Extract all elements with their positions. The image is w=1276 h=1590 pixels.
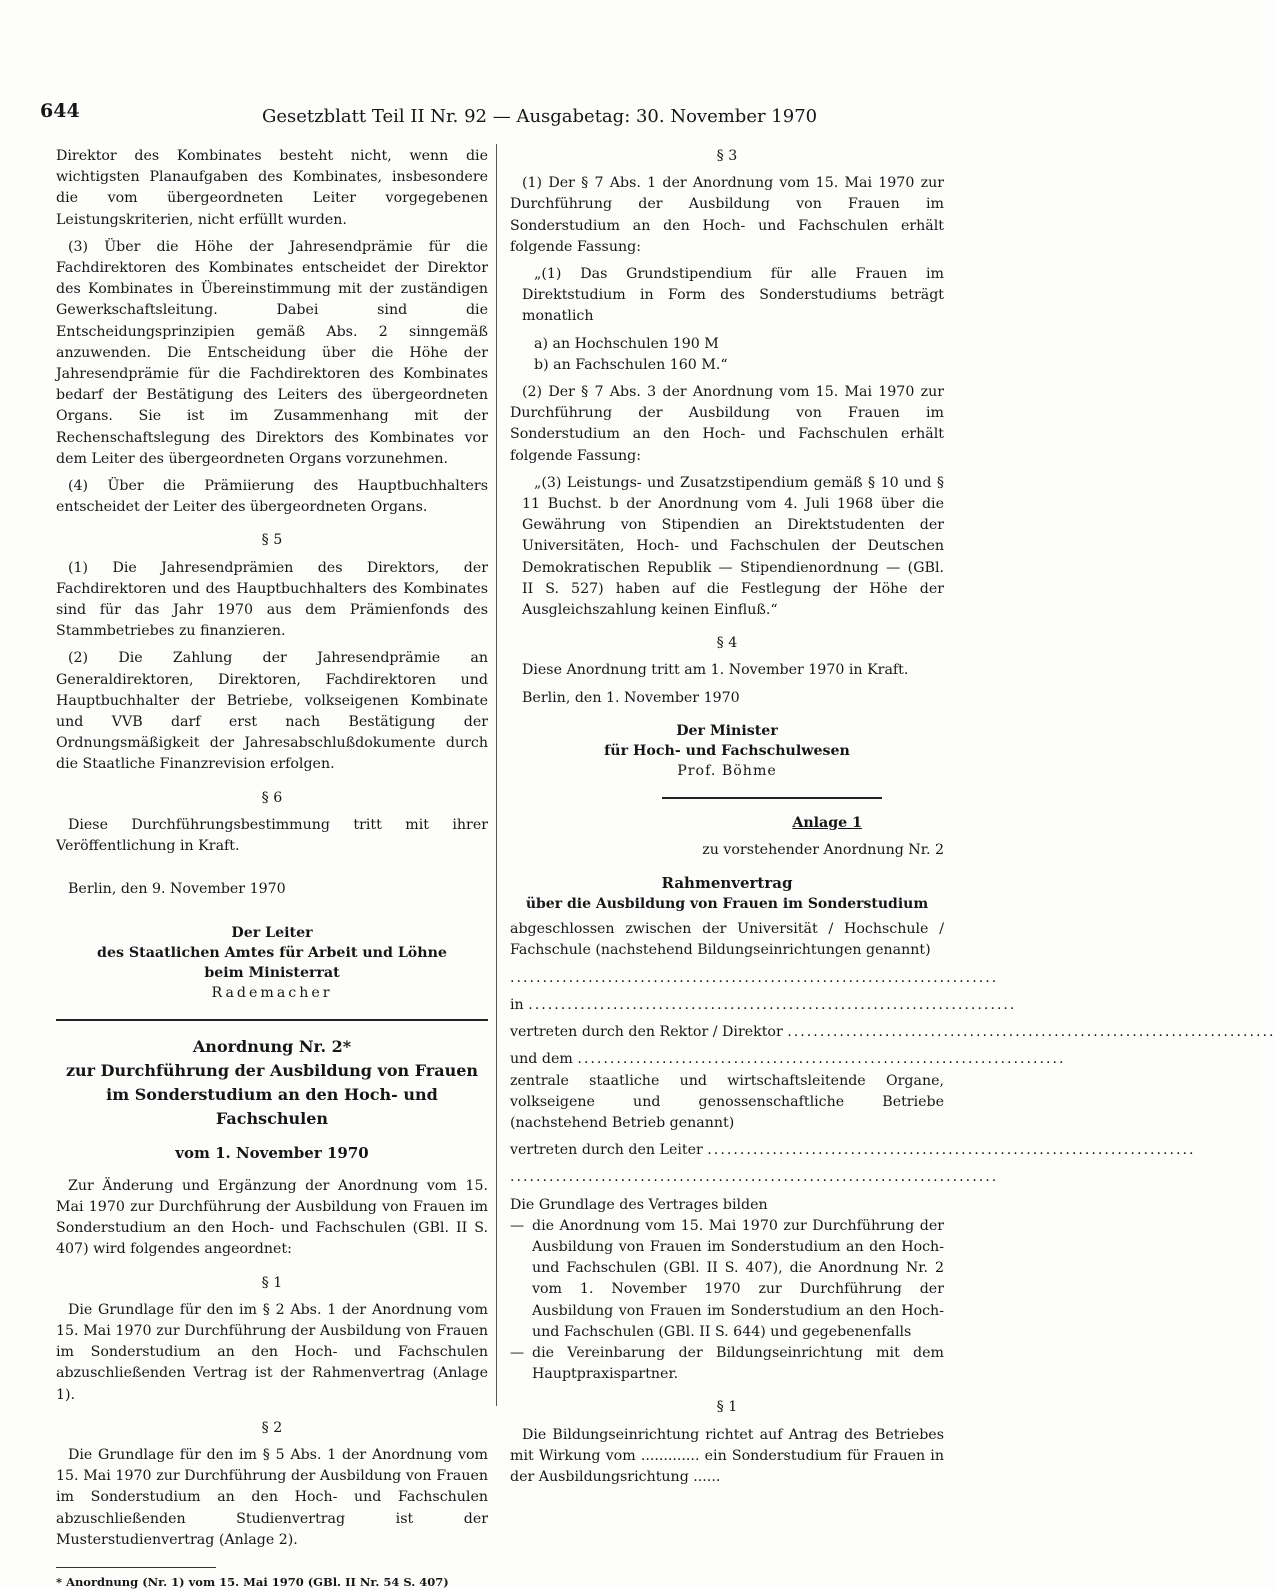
ordinance-date: vom 1. November 1970 — [175, 1143, 369, 1162]
place-date: Berlin, den 9. November 1970 — [68, 881, 286, 898]
annex-reference: zu vorstehender Anordnung Nr. 2 — [702, 842, 944, 859]
signature-right-name: Prof. Böhme — [677, 762, 777, 779]
quote-1-text: „(1) Das Grundstipendium für alle Frauen im Direktstudium in Form des Sonderstudiums beträgt monatlich — [522, 266, 944, 325]
label-vertreten-leiter: vertreten durch den Leiter — [510, 1142, 703, 1159]
contract-basis-intro: Die Grundlage des Vertrages bilden — [510, 1196, 768, 1213]
section-5-paragraph-2: (2) Die Zahlung der Jahresendprämie an Generaldirektoren, Direktoren, Fachdirektoren und Hauptbuchhalter der Betriebe, volkseigenen Kombinate und VVB darf erst nach Bestätigung der Ordnungsmäßigkeit der Jahresabschlußdokumente durch die Staatliche Finanzrevision erfolgen. — [56, 650, 488, 773]
framework-contract-title — [510, 873, 944, 915]
contract-section-heading-1: § 1 — [716, 1399, 738, 1416]
contract-basis-item-1: — die Anordnung vom 15. Mai 1970 zur Durchführung der Ausbildung von Frauen im Sonderstudium an den Hoch- und Fachschulen (GBl. II S. 407), die Anordnung Nr. 2 vom 1. November 1970 zur Durchführung der Ausbildung von Frauen im Sonderstudium an den Hoch- und Fachschulen (GBl. II S. 644) und gegebenenfalls — [510, 1216, 944, 1343]
paragraph-3: (3) Über die Höhe der Jahresendprämie für die Fachdirektoren des Kombinates entscheidet der Direktor des Kombinates in Übereinstimmung mit der zuständigen Gewerkschaftsleitung. Dabei sind die Entscheidungsprinzipien gemäß Abs. 2 sinngemäß anzuwenden. Die Entscheidung über die Höhe der Jahresendprämie für die Fachdirektoren des Kombinates bedarf der Bestätigung des Leiters des übergeordneten Organs. Sie ist im Zusammenhang mit der Rechenschaftslegung des Direktors des Kombinates vor dem Leiter des übergeordneten Organs vorzunehmen. — [56, 238, 488, 467]
annex-divider — [662, 797, 882, 799]
ordinance-title — [56, 1035, 488, 1131]
footnote: * Anordnung (Nr. 1) vom 15. Mai 1970 (GBl. II Nr. 54 S. 407) — [56, 1574, 449, 1589]
section-heading-5: § 5 — [261, 532, 283, 549]
section-3-quote-2 — [510, 473, 944, 621]
stipend-list — [522, 334, 944, 376]
section-6-paragraph: Diese Durchführungsbestimmung tritt mit ihrer Veröffentlichung in Kraft. — [56, 816, 488, 855]
page-running-title: Gesetzblatt Teil II Nr. 92 — Ausgabetag: 30. November 1970 — [262, 106, 818, 127]
section-3-paragraph-2: (2) Der § 7 Abs. 3 der Anordnung vom 15. Mai 1970 zur Durchführung der Ausbildung von Frauen im Sonderstudium an den Hoch- und Fachschulen erhält folgende Fassung: — [510, 384, 944, 464]
contract-section-1-paragraph: Die Bildungseinrichtung richtet auf Antrag des Betriebes mit Wirkung vom ............. ein Sonderstudium für Frauen in der Ausbildungsrichtung ...... — [510, 1426, 944, 1485]
annex-label: Anlage 1 — [792, 814, 862, 831]
blank-line-rector — [510, 1022, 1276, 1043]
section-heading-1: § 1 — [261, 1274, 283, 1291]
paragraph-continuation: Direktor des Kombinates besteht nicht, wenn die wichtigsten Planaufgaben des Kombinates, insbesondere die vom übergeordneten Leiter vorgegebenen Leistungskriterien, nicht erfüllt wurden. — [56, 148, 488, 228]
dot-leader: ........................................................................... — [528, 996, 1017, 1013]
ordinance-intro: Zur Änderung und Ergänzung der Anordnung vom 15. Mai 1970 zur Durchführung der Ausbildung von Frauen im Sonderstudium an den Hoch- und Fachschulen (GBl. II S. 407) wird folgendes angeordnet: — [56, 1177, 488, 1258]
blank-line-leiter — [510, 1140, 1196, 1161]
dot-leader: ........................................................................... — [510, 969, 999, 986]
place-date-right: Berlin, den 1. November 1970 — [522, 689, 740, 706]
right-column — [510, 146, 1276, 1488]
blank-line-institution — [510, 968, 999, 989]
stipend-item-b: b) an Fachschulen 160 M.“ — [534, 356, 728, 373]
blank-line-und-dem — [510, 1049, 1066, 1070]
ordinance-title-line-2: zur Durchführung der Ausbildung von Frauen — [65, 1060, 479, 1080]
page-number: 644 — [40, 100, 80, 122]
section-divider — [56, 1019, 488, 1021]
contract-title-line-1: Rahmenvertrag — [661, 874, 793, 893]
section-2-paragraph: Die Grundlage für den im § 5 Abs. 1 der Anordnung vom 15. Mai 1970 zur Durchführung der Ausbildung von Frauen im Sonderstudium an den Hoch- und Fachschulen abzuschließenden Studienvertrag ist der Musterstudienvertrag (Anlage 2). — [56, 1446, 488, 1548]
signature-right-line-1: Der Minister — [676, 722, 778, 739]
section-3-paragraph-1: (1) Der § 7 Abs. 1 der Anordnung vom 15. Mai 1970 zur Durchführung der Ausbildung von Frauen im Sonderstudium an den Hoch- und Fachschulen erhält folgende Fassung: — [510, 175, 944, 255]
signature-block — [56, 923, 488, 1003]
ordinance-title-line-1: Anordnung Nr. 2* — [192, 1036, 352, 1056]
section-1-paragraph: Die Grundlage für den im § 2 Abs. 1 der Anordnung vom 15. Mai 1970 zur Durchführung der Ausbildung von Frauen im Sonderstudium an den Hoch- und Fachschulen abzuschließenden Vertrag ist der Rahmenvertrag (Anlage 1). — [56, 1301, 488, 1403]
contract-basis-item-2: — die Vereinbarung der Bildungseinrichtung mit dem Hauptpraxispartner. — [510, 1343, 944, 1385]
section-heading-2: § 2 — [261, 1419, 283, 1436]
stipend-item-a: a) an Hochschulen 190 M — [534, 335, 719, 352]
signature-line-3: beim Ministerrat — [204, 964, 340, 981]
quote-2-text: „(3) Leistungs- und Zusatzstipendium gemäß § 10 und § 11 Buchst. b der Anordnung vom 4. Juli 1968 über die Gewährung von Stipendien an Direktstudenten der Universitäten, Hoch- und Fachschulen der Deutschen Demokratischen Republik — Stipendienordnung — (GBl. II S. 527) haben auf die Festlegung der Höhe der Ausgleichszahlung keinen Einfluß.“ — [522, 474, 944, 619]
section-3-quote-1 — [510, 264, 944, 376]
blank-line-extra — [510, 1167, 999, 1188]
footnote-divider — [56, 1567, 216, 1568]
dot-leader: ........................................................................... — [787, 1024, 1276, 1041]
dot-leader: ........................................................................... — [707, 1142, 1196, 1159]
contract-organs-text: zentrale staatliche und wirtschaftsleitende Organe, volkseigene und genossenschaftliche Betriebe (nachstehend Betrieb genannt) — [510, 1072, 944, 1131]
dot-leader: ........................................................................... — [577, 1051, 1066, 1068]
label-und-dem: und dem — [510, 1051, 573, 1068]
label-in: in — [510, 996, 524, 1013]
section-4-paragraph: Diese Anordnung tritt am 1. November 1970 in Kraft. — [522, 662, 909, 679]
signature-line-2: des Staatlichen Amtes für Arbeit und Löhne — [97, 944, 447, 961]
ordinance-title-line-3: im Sonderstudium an den Hoch- und Fachschulen — [106, 1084, 438, 1128]
section-heading-3: § 3 — [716, 148, 738, 164]
left-column — [56, 146, 488, 1590]
paragraph-4: (4) Über die Prämiierung des Hauptbuchhalters entscheidet der Leiter des übergeordneten Organs. — [56, 478, 488, 516]
section-heading-6: § 6 — [261, 789, 283, 806]
section-heading-4: § 4 — [716, 635, 738, 652]
dot-leader: ........................................................................... — [510, 1169, 999, 1186]
section-5-paragraph-1: (1) Die Jahresendprämien des Direktors, der Fachdirektoren und des Hauptbuchhalters des Kombinates sind für das Jahr 1970 aus dem Prämienfonds des Stammbetriebes zu finanzieren. — [56, 559, 488, 640]
signature-line-1: Der Leiter — [231, 924, 313, 941]
contract-parties-text: abgeschlossen zwischen der Universität / Hochschule / Fachschule (nachstehend Bildungseinrichtungen genannt) — [510, 921, 944, 959]
page-header — [40, 100, 818, 136]
signature-block-right — [510, 721, 944, 781]
blank-line-location — [510, 995, 1017, 1016]
label-vertreten-rektor: vertreten durch den Rektor / Direktor — [510, 1024, 783, 1041]
contract-title-line-2: über die Ausbildung von Frauen im Sonderstudium — [525, 896, 929, 913]
signature-name: Rademacher — [211, 984, 333, 1001]
column-divider — [496, 144, 497, 1406]
signature-right-line-2: für Hoch- und Fachschulwesen — [604, 742, 850, 759]
